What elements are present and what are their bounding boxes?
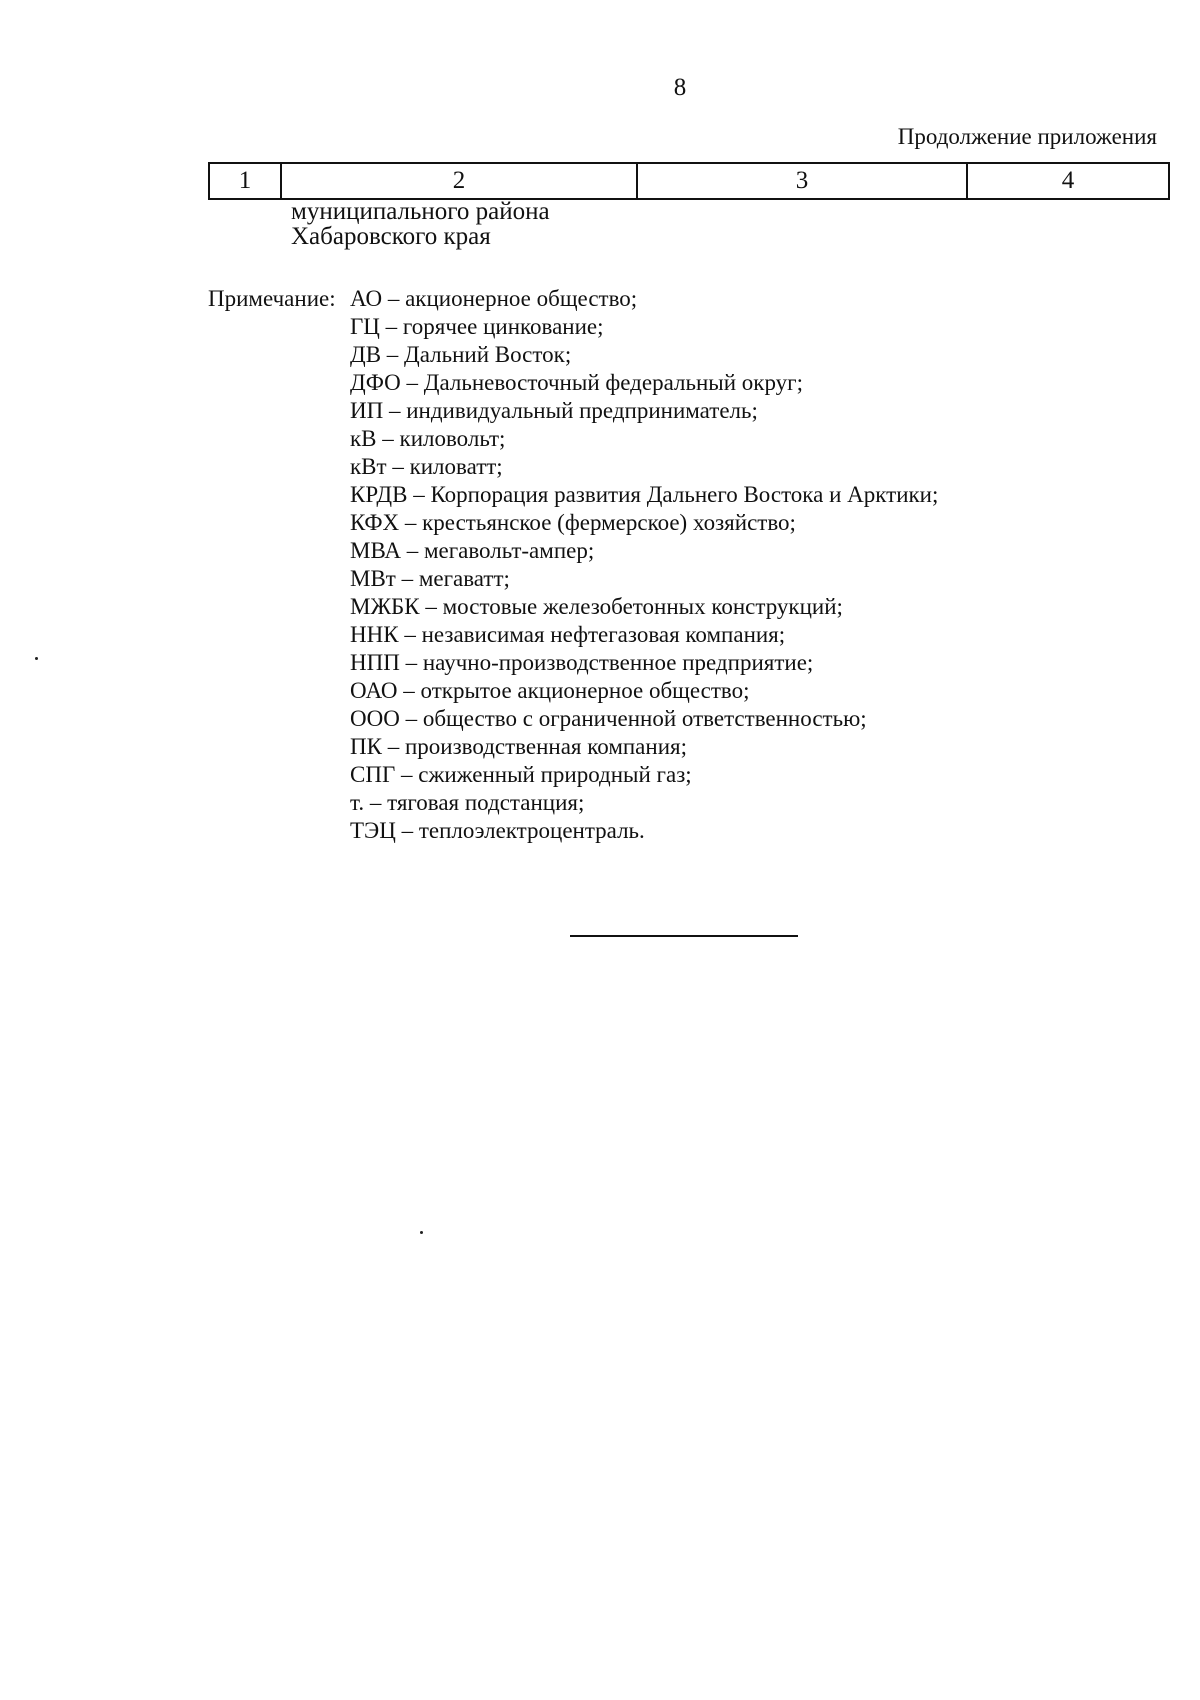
abbreviation-meaning: Дальний Восток; [404, 342, 572, 367]
abbreviation-item: НПП – научно-производственное предприятие; [350, 650, 814, 675]
abbreviation-item: ПК – производственная компания; [350, 734, 687, 759]
continued-line: Хабаровского края [291, 223, 491, 250]
abbreviation-term: КРДВ [350, 482, 408, 507]
abbreviation-meaning: научно-производственное предприятие; [422, 650, 814, 675]
abbreviation-item: т. – тяговая подстанция; [350, 790, 585, 815]
abbreviation-item: ННК – независимая нефтегазовая компания; [350, 622, 786, 647]
abbreviation-item: ГЦ – горячее цинкование; [350, 314, 604, 339]
abbreviation-item: ДВ – Дальний Восток; [350, 342, 572, 367]
abbreviation-term: МЖБК [350, 594, 420, 619]
continuation-label: Продолжение приложения [897, 124, 1157, 149]
abbreviation-term: ДФО [350, 370, 401, 395]
abbreviation-term: ИП [350, 398, 384, 423]
abbreviation-meaning: горячее цинкование; [402, 314, 604, 339]
scan-speck [35, 657, 38, 660]
abbreviation-meaning: мостовые железобетонных конструкций; [442, 594, 843, 619]
abbreviation-meaning: акционерное общество; [405, 286, 638, 311]
abbreviation-item: ООО – общество с ограниченной ответственностью; [350, 706, 867, 731]
abbreviation-term: ГЦ [350, 314, 380, 339]
scan-speck [420, 1231, 423, 1234]
abbreviation-meaning: независимая нефтегазовая компания; [421, 622, 786, 647]
abbreviation-term: кВт [350, 454, 387, 479]
abbreviation-item: МВА – мегавольт-ампер; [350, 538, 595, 563]
abbreviation-term: кВ [350, 426, 377, 451]
abbreviation-meaning: киловатт; [409, 454, 503, 479]
column-number-cell: 1 [209, 163, 281, 199]
abbreviation-meaning: сжиженный природный газ; [418, 762, 692, 787]
abbreviation-item: СПГ – сжиженный природный газ; [350, 762, 692, 787]
abbreviation-meaning: тяговая подстанция; [387, 790, 585, 815]
abbreviation-meaning: производственная компания; [404, 734, 687, 759]
abbreviation-item: МЖБК – мостовые железобетонных конструкций; [350, 594, 843, 619]
page-number: 8 [673, 74, 687, 101]
abbreviation-term: ООО [350, 706, 400, 731]
column-number-header [208, 162, 1170, 200]
abbreviation-term: НПП [350, 650, 400, 675]
abbreviation-meaning: Дальневосточный федеральный округ; [423, 370, 803, 395]
abbreviation-term: АО [350, 286, 383, 311]
abbreviation-meaning: мегавольт-ампер; [423, 538, 595, 563]
abbreviation-item: кВ – киловольт; [350, 426, 506, 451]
abbreviation-item: КРДВ – Корпорация развития Дальнего Востока и Арктики; [350, 482, 939, 507]
abbreviation-term: т. [350, 790, 365, 815]
abbreviation-item: кВт – киловатт; [350, 454, 503, 479]
continued-cell-text [291, 199, 550, 249]
abbreviation-meaning: Корпорация развития Дальнего Востока и Арктики; [430, 482, 939, 507]
column-number-cell: 4 [967, 163, 1169, 199]
abbreviation-item: ДФО – Дальневосточный федеральный округ; [350, 370, 803, 395]
abbreviation-meaning: теплоэлектроцентраль. [418, 818, 645, 843]
abbreviation-term: ПК [350, 734, 382, 759]
abbreviation-item: МВт – мегаватт; [350, 566, 510, 591]
abbreviation-meaning: открытое акционерное общество; [420, 678, 750, 703]
note-label: Примечание: [208, 286, 336, 311]
abbreviation-term: КФХ [350, 510, 400, 535]
column-number-cell: 2 [281, 163, 637, 199]
abbreviation-term: ТЭЦ [350, 818, 396, 843]
abbreviation-meaning: крестьянское (фермерское) хозяйство; [422, 510, 796, 535]
abbreviation-term: ОАО [350, 678, 398, 703]
abbreviation-meaning: индивидуальный предприниматель; [406, 398, 758, 423]
abbreviation-item: ИП – индивидуальный предприниматель; [350, 398, 758, 423]
abbreviation-item: АО – акционерное общество; [350, 286, 638, 311]
abbreviation-term: МВт [350, 566, 396, 591]
continued-line: муниципального района [291, 198, 550, 225]
abbreviation-term: МВА [350, 538, 401, 563]
abbreviation-item: КФХ – крестьянское (фермерское) хозяйство; [350, 510, 796, 535]
column-number-cell: 3 [637, 163, 967, 199]
abbreviation-term: СПГ [350, 762, 396, 787]
abbreviation-term: ННК [350, 622, 399, 647]
abbreviation-meaning: общество с ограниченной ответственностью; [422, 706, 867, 731]
abbreviation-list [350, 285, 938, 845]
abbreviation-meaning: мегаватт; [418, 566, 510, 591]
column-number-row [209, 163, 1169, 199]
abbreviation-term: ДВ [350, 342, 382, 367]
abbreviation-item: ОАО – открытое акционерное общество; [350, 678, 750, 703]
abbreviation-meaning: киловольт; [399, 426, 506, 451]
end-of-document-rule [570, 935, 798, 937]
abbreviation-item: ТЭЦ – теплоэлектроцентраль. [350, 818, 645, 843]
